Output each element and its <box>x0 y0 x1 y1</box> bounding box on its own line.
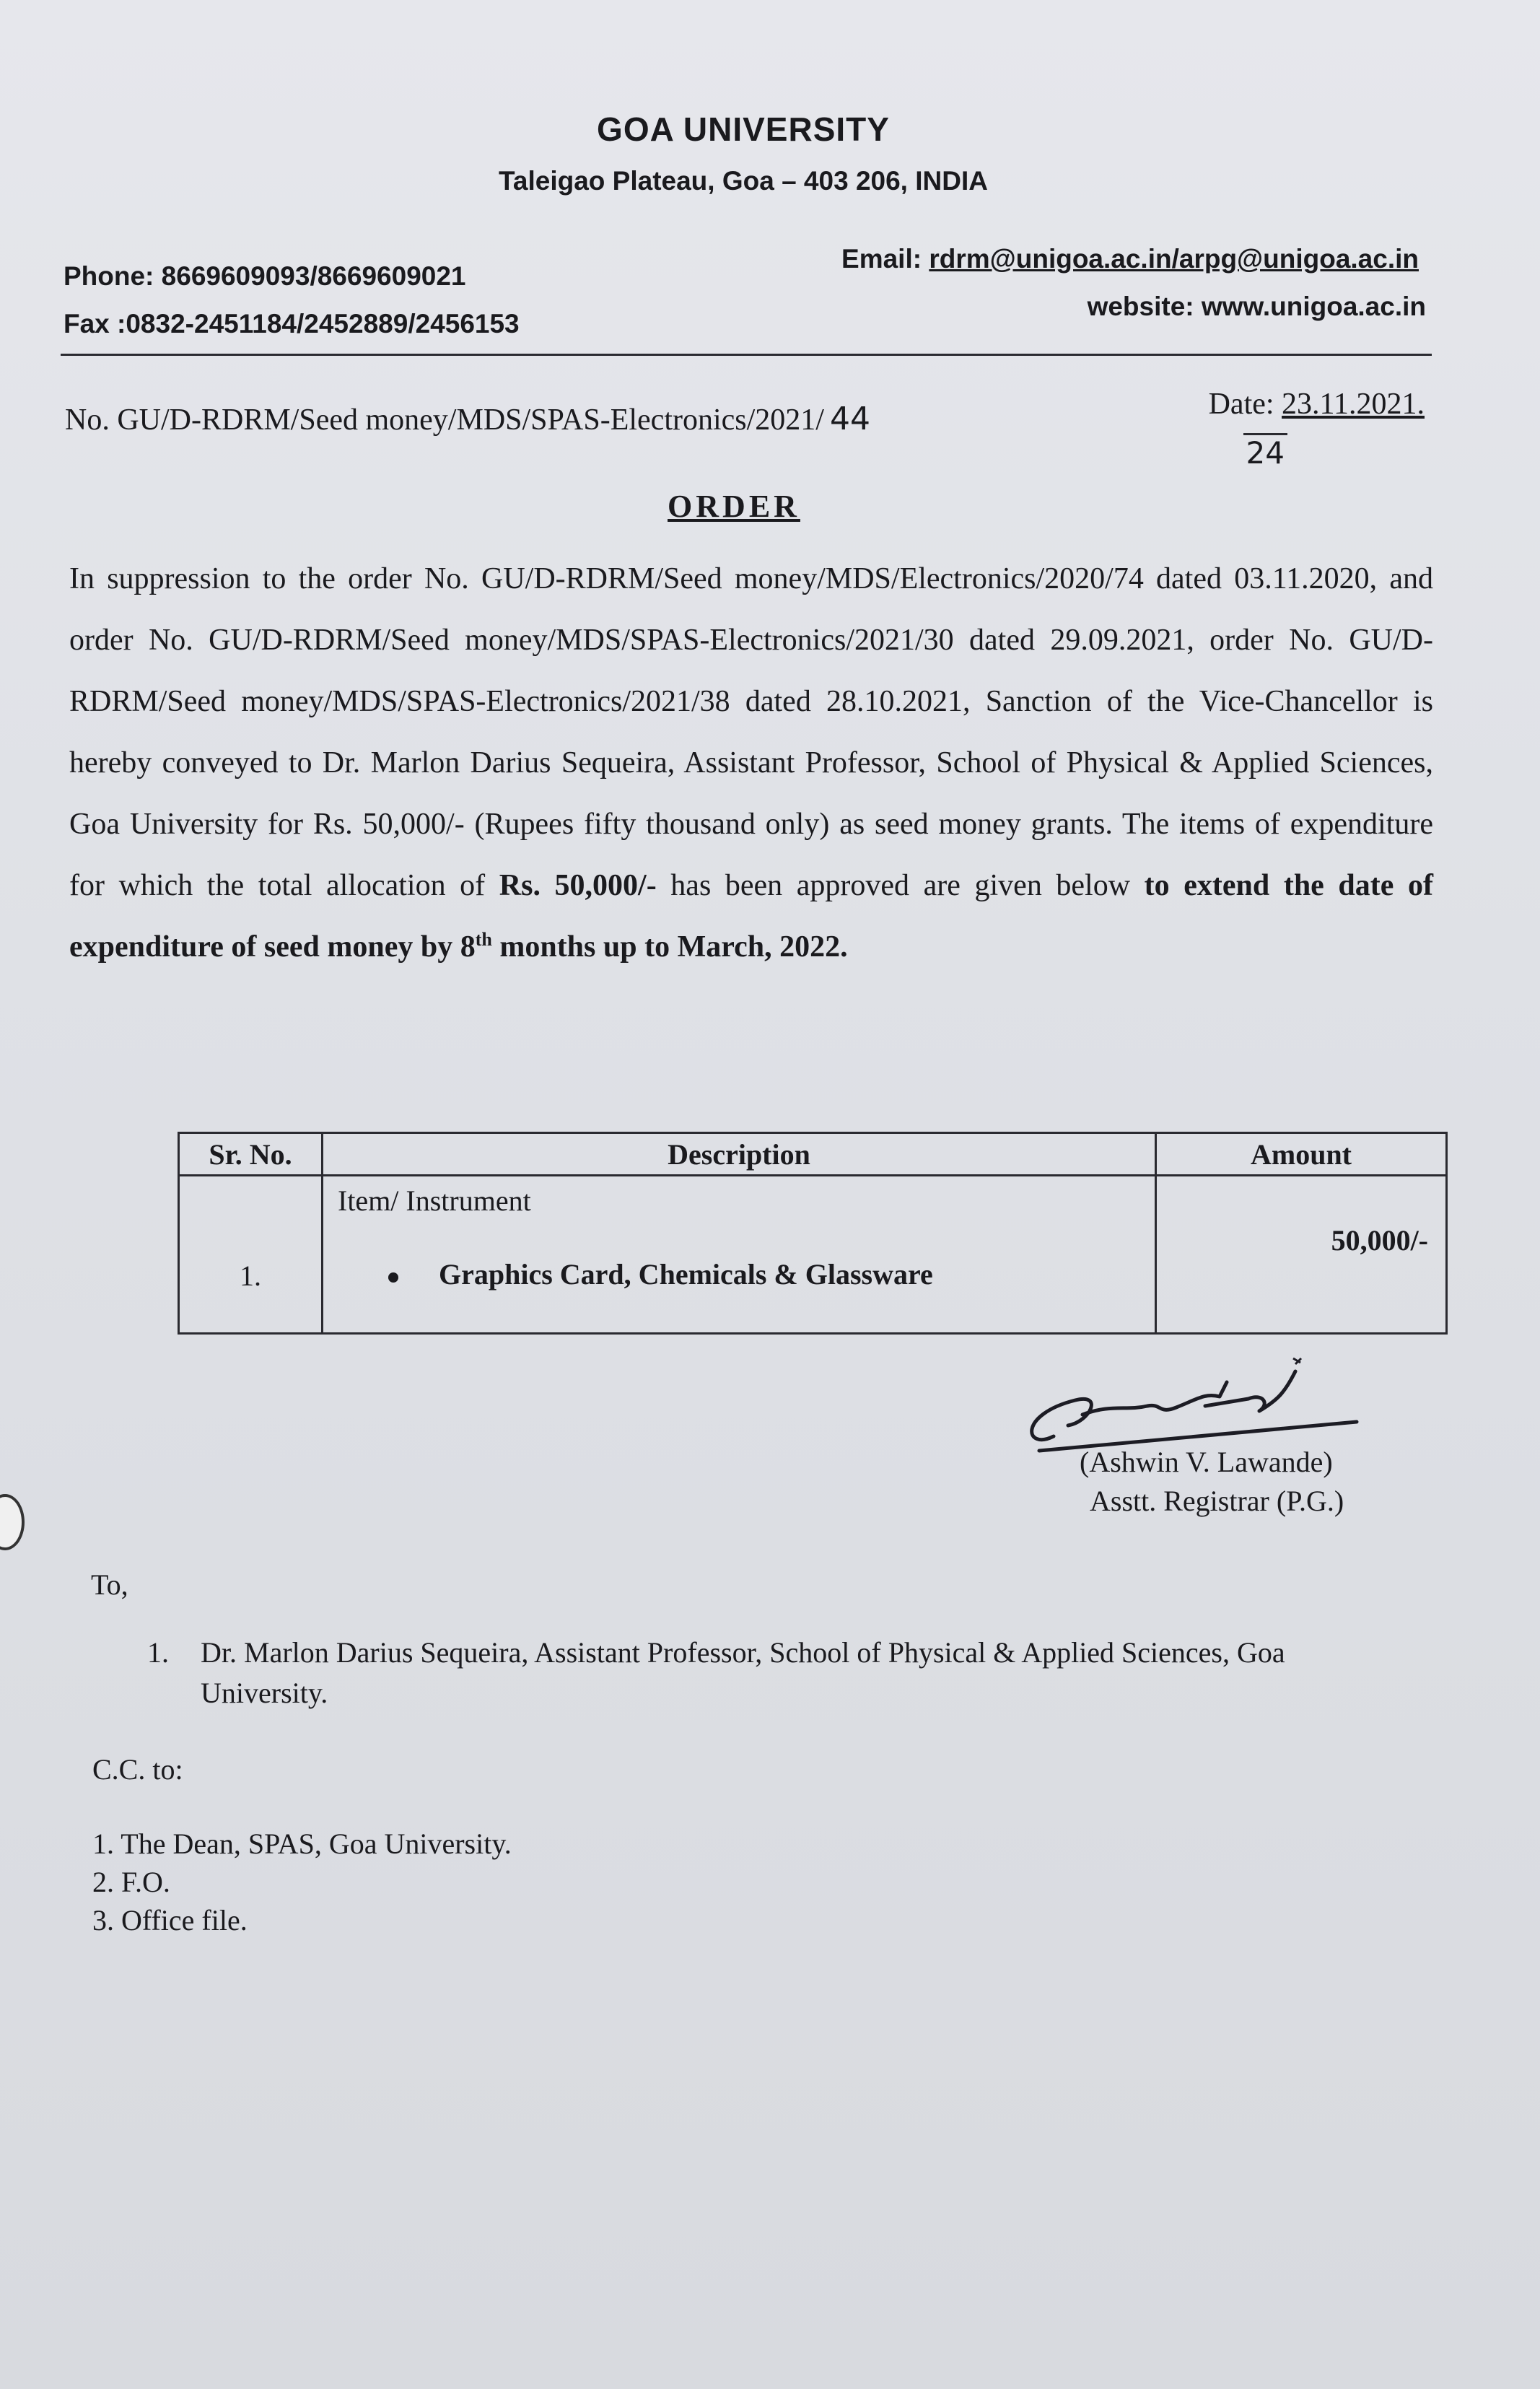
signature-icon <box>1010 1342 1386 1458</box>
row-item <box>388 1257 933 1291</box>
row-sr-no: 1. <box>179 1176 323 1334</box>
table-row <box>179 1176 1447 1334</box>
list-item: 2. F.O. <box>92 1866 170 1898</box>
date-label: Date: <box>1208 388 1274 421</box>
order-paragraph-main: In suppression to the order No. GU/D-RDRM/Seed money/MDS/Electronics/2020/74 dated 03.11.2020, and order No. GU/D-RDRM/Seed money/MDS/SPAS-Electronics/2021/30 dated 29.09.2021, order No. GU/D-RDRM/Seed money/MDS/SPAS-Electronics/2021/38 dated 28.10.2021, Sanction of the Vice-Chancellor is hereby conveyed to Dr. Marlon Darius Sequeira, Assistant Professor, School of Physical & Applied Sciences, Goa University for Rs. 50,000/- (Rupees fifty thousand only) as seed money grants. The items of expenditure for which the total allocation of <box>69 562 1433 902</box>
reference-text: No. GU/D-RDRM/Seed money/MDS/SPAS-Electronics/2021/ <box>65 403 824 437</box>
cc-list <box>92 1825 512 1939</box>
fax-line <box>64 309 520 339</box>
header-sr-no: Sr. No. <box>179 1133 323 1176</box>
phone-label: Phone: <box>64 261 154 291</box>
website-url: www.unigoa.ac.in <box>1201 292 1426 321</box>
order-paragraph-extension: to extend the date of expenditure of seed money by 8th months up to March, 2022. <box>69 869 1433 964</box>
bullet-icon <box>388 1272 398 1283</box>
phone-line <box>64 261 466 292</box>
recipient-text: Dr. Marlon Darius Sequeira, Assistant Professor, School of Physical & Applied Sciences, Goa University. <box>201 1636 1285 1709</box>
website-label: website: <box>1087 292 1194 321</box>
email-line <box>841 244 1419 274</box>
row-item-text: Graphics Card, Chemicals & Glassware <box>439 1258 933 1290</box>
order-paragraph <box>69 549 1433 978</box>
order-date <box>1209 387 1425 422</box>
row-amount: 50,000/- <box>1156 1176 1447 1334</box>
recipient-number: 1. <box>147 1636 169 1669</box>
date-value: 23.11.2021. <box>1282 388 1425 421</box>
phone-number: 8669609093/8669609021 <box>161 261 466 291</box>
order-title: ORDER <box>668 489 800 524</box>
list-item: 3. Office file. <box>92 1904 248 1936</box>
fax-label: Fax : <box>64 309 126 339</box>
table-header-row <box>179 1133 1447 1176</box>
cc-label: C.C. to: <box>92 1753 183 1786</box>
recipient-item <box>147 1633 1417 1713</box>
row-description <box>323 1176 1156 1334</box>
fax-number: 0832-2451184/2452889/2456153 <box>126 309 520 339</box>
order-paragraph-mid: has been approved are given below <box>656 869 1145 902</box>
list-item: 1. The Dean, SPAS, Goa University. <box>92 1827 512 1860</box>
order-paragraph-amount: Rs. 50,000/- <box>499 869 657 902</box>
signatory-name: (Ashwin V. Lawande) <box>1080 1446 1333 1478</box>
header-description: Description <box>323 1133 1156 1176</box>
expenditure-table <box>178 1132 1448 1335</box>
header-amount: Amount <box>1156 1133 1447 1176</box>
university-name: GOA UNIVERSITY <box>597 110 890 148</box>
handwritten-date-note: 24 <box>1243 433 1287 471</box>
signatory-designation: Asstt. Registrar (P.G.) <box>1090 1485 1344 1517</box>
row-category: Item/ Instrument <box>338 1184 531 1217</box>
reference-number <box>65 401 870 437</box>
email-label: Email: <box>841 244 922 274</box>
website-line <box>1088 292 1426 322</box>
reference-handwritten-suffix: 44 <box>829 401 870 437</box>
to-label: To, <box>91 1568 128 1601</box>
binder-hole-icon <box>0 1494 25 1550</box>
header-divider <box>61 354 1432 356</box>
university-address: Taleigao Plateau, Goa – 403 206, INDIA <box>499 166 988 196</box>
email-address: rdrm@unigoa.ac.in/arpg@unigoa.ac.in <box>929 244 1419 274</box>
